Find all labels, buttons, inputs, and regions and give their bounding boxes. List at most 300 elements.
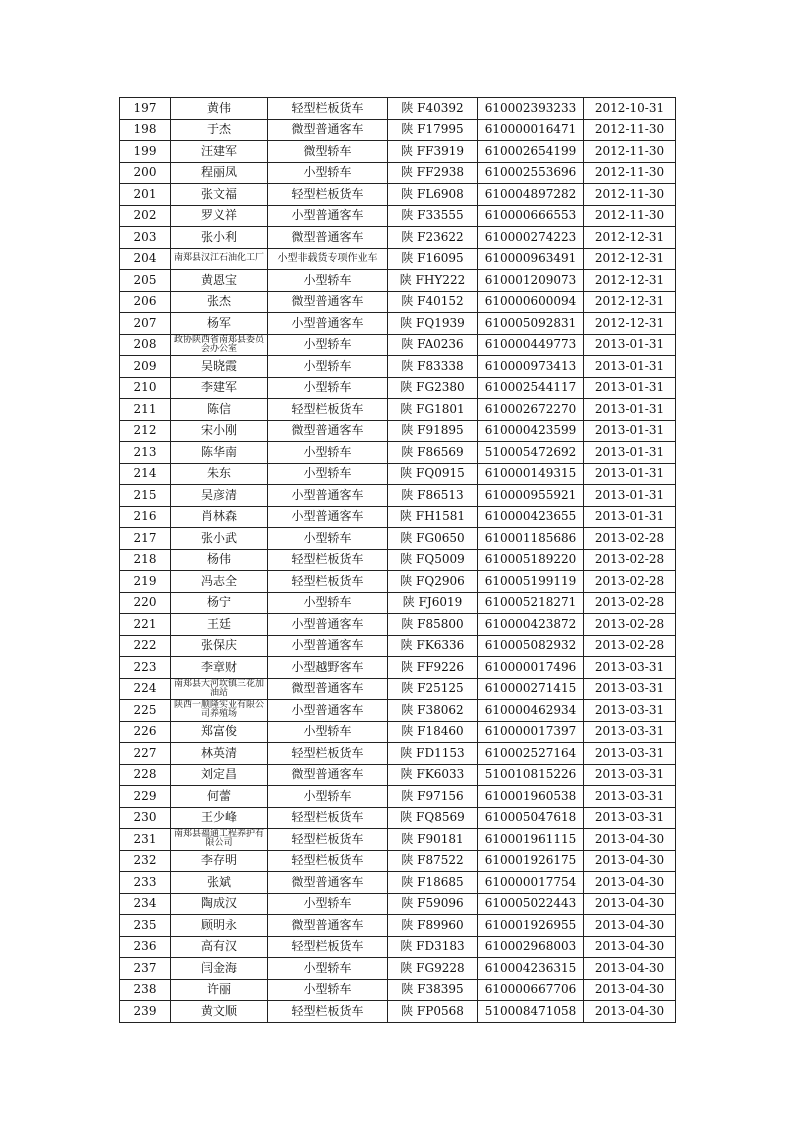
owner-name-cell: 李建军 <box>171 377 268 399</box>
owner-name-cell: 张小利 <box>171 227 268 249</box>
record-id-cell: 610002544117 <box>478 377 584 399</box>
record-id-cell: 610005022443 <box>478 893 584 915</box>
date-cell: 2013-02-28 <box>584 528 676 550</box>
plate-number-cell: 陕 FQ5009 <box>388 549 478 571</box>
table-row <box>120 743 676 765</box>
vehicle-type-cell: 小型轿车 <box>268 979 388 1001</box>
owner-name-cell: 陈华南 <box>171 442 268 464</box>
owner-name-cell: 刘定昌 <box>171 764 268 786</box>
record-id-cell: 610000017496 <box>478 657 584 679</box>
record-id-cell: 610000017397 <box>478 721 584 743</box>
owner-name-cell: 杨宁 <box>171 592 268 614</box>
plate-number-cell: 陕 FQ0915 <box>388 463 478 485</box>
date-cell: 2013-03-31 <box>584 721 676 743</box>
record-id-cell: 610005047618 <box>478 807 584 829</box>
vehicle-type-cell: 小型普通客车 <box>268 506 388 528</box>
vehicle-type-cell: 小型轿车 <box>268 442 388 464</box>
record-id-cell: 610000462934 <box>478 700 584 722</box>
row-number-cell: 224 <box>120 678 171 700</box>
owner-name-cell: 张小武 <box>171 528 268 550</box>
table-row <box>120 850 676 872</box>
owner-name-cell: 黄恩宝 <box>171 270 268 292</box>
owner-name-cell: 朱东 <box>171 463 268 485</box>
plate-number-cell: 陕 FHY222 <box>388 270 478 292</box>
row-number-cell: 216 <box>120 506 171 528</box>
vehicle-type-cell: 小型轿车 <box>268 270 388 292</box>
row-number-cell: 206 <box>120 291 171 313</box>
table-row <box>120 678 676 700</box>
record-id-cell: 610000449773 <box>478 334 584 356</box>
vehicle-type-cell: 小型轿车 <box>268 958 388 980</box>
owner-name-cell: 罗义祥 <box>171 205 268 227</box>
date-cell: 2013-01-31 <box>584 377 676 399</box>
record-id-cell: 610000973413 <box>478 356 584 378</box>
row-number-cell: 219 <box>120 571 171 593</box>
record-id-cell: 610000016471 <box>478 119 584 141</box>
row-number-cell: 229 <box>120 786 171 808</box>
date-cell: 2013-04-30 <box>584 829 676 851</box>
record-id-cell: 610000666553 <box>478 205 584 227</box>
vehicle-type-cell: 小型轿车 <box>268 893 388 915</box>
table-row <box>120 807 676 829</box>
vehicle-type-cell: 小型普通客车 <box>268 635 388 657</box>
date-cell: 2013-03-31 <box>584 657 676 679</box>
table-row <box>120 205 676 227</box>
date-cell: 2013-04-30 <box>584 1001 676 1023</box>
record-id-cell: 610001926175 <box>478 850 584 872</box>
plate-number-cell: 陕 FF3919 <box>388 141 478 163</box>
record-id-cell: 610005082932 <box>478 635 584 657</box>
record-id-cell: 610004897282 <box>478 184 584 206</box>
plate-number-cell: 陕 FG1801 <box>388 399 478 421</box>
table-row <box>120 227 676 249</box>
plate-number-cell: 陕 F33555 <box>388 205 478 227</box>
plate-number-cell: 陕 F38395 <box>388 979 478 1001</box>
date-cell: 2012-12-31 <box>584 313 676 335</box>
plate-number-cell: 陕 F89960 <box>388 915 478 937</box>
date-cell: 2013-02-28 <box>584 635 676 657</box>
table-row <box>120 571 676 593</box>
owner-name-cell: 张文福 <box>171 184 268 206</box>
owner-name-cell: 闫金海 <box>171 958 268 980</box>
vehicle-type-cell: 轻型栏板货车 <box>268 549 388 571</box>
table-row <box>120 764 676 786</box>
row-number-cell: 203 <box>120 227 171 249</box>
table-row <box>120 162 676 184</box>
row-number-cell: 197 <box>120 98 171 120</box>
owner-name-cell: 宋小刚 <box>171 420 268 442</box>
row-number-cell: 218 <box>120 549 171 571</box>
table-row <box>120 313 676 335</box>
row-number-cell: 200 <box>120 162 171 184</box>
plate-number-cell: 陕 F23622 <box>388 227 478 249</box>
vehicle-type-cell: 小型轿车 <box>268 356 388 378</box>
vehicle-type-cell: 小型越野客车 <box>268 657 388 679</box>
owner-name-cell: 肖林森 <box>171 506 268 528</box>
owner-name-cell: 吴晓霞 <box>171 356 268 378</box>
vehicle-type-cell: 微型普通客车 <box>268 915 388 937</box>
date-cell: 2013-01-31 <box>584 485 676 507</box>
vehicle-type-cell: 轻型栏板货车 <box>268 850 388 872</box>
vehicle-type-cell: 小型轿车 <box>268 463 388 485</box>
date-cell: 2013-03-31 <box>584 786 676 808</box>
record-id-cell: 610002654199 <box>478 141 584 163</box>
vehicle-table-body <box>120 98 676 1023</box>
record-id-cell: 610000667706 <box>478 979 584 1001</box>
vehicle-type-cell: 小型普通客车 <box>268 614 388 636</box>
record-id-cell: 610000017754 <box>478 872 584 894</box>
table-row <box>120 958 676 980</box>
owner-name-cell: 陶成汉 <box>171 893 268 915</box>
table-row <box>120 915 676 937</box>
owner-name-cell: 王廷 <box>171 614 268 636</box>
row-number-cell: 207 <box>120 313 171 335</box>
vehicle-type-cell: 轻型栏板货车 <box>268 399 388 421</box>
record-id-cell: 610000423655 <box>478 506 584 528</box>
table-row <box>120 936 676 958</box>
date-cell: 2012-12-31 <box>584 248 676 270</box>
plate-number-cell: 陕 F40152 <box>388 291 478 313</box>
owner-name-cell: 高有汉 <box>171 936 268 958</box>
table-row <box>120 141 676 163</box>
owner-name-cell: 何蕾 <box>171 786 268 808</box>
plate-number-cell: 陕 FG9228 <box>388 958 478 980</box>
owner-name-cell: 郑富俊 <box>171 721 268 743</box>
row-number-cell: 213 <box>120 442 171 464</box>
date-cell: 2012-11-30 <box>584 205 676 227</box>
row-number-cell: 222 <box>120 635 171 657</box>
row-number-cell: 226 <box>120 721 171 743</box>
plate-number-cell: 陕 F17995 <box>388 119 478 141</box>
table-row <box>120 635 676 657</box>
date-cell: 2013-01-31 <box>584 420 676 442</box>
vehicle-type-cell: 小型普通客车 <box>268 700 388 722</box>
date-cell: 2012-11-30 <box>584 184 676 206</box>
owner-name-cell: 李章财 <box>171 657 268 679</box>
row-number-cell: 228 <box>120 764 171 786</box>
plate-number-cell: 陕 F90181 <box>388 829 478 851</box>
vehicle-type-cell: 轻型栏板货车 <box>268 743 388 765</box>
owner-name-cell: 顾明永 <box>171 915 268 937</box>
date-cell: 2013-03-31 <box>584 743 676 765</box>
plate-number-cell: 陕 FL6908 <box>388 184 478 206</box>
vehicle-type-cell: 轻型栏板货车 <box>268 571 388 593</box>
plate-number-cell: 陕 F40392 <box>388 98 478 120</box>
table-row <box>120 979 676 1001</box>
record-id-cell: 610001926955 <box>478 915 584 937</box>
owner-name-cell: 王少峰 <box>171 807 268 829</box>
plate-number-cell: 陕 FD3183 <box>388 936 478 958</box>
plate-number-cell: 陕 FG0650 <box>388 528 478 550</box>
row-number-cell: 199 <box>120 141 171 163</box>
plate-number-cell: 陕 FQ8569 <box>388 807 478 829</box>
row-number-cell: 211 <box>120 399 171 421</box>
row-number-cell: 238 <box>120 979 171 1001</box>
record-id-cell: 610000955921 <box>478 485 584 507</box>
plate-number-cell: 陕 F86513 <box>388 485 478 507</box>
date-cell: 2013-04-30 <box>584 979 676 1001</box>
record-id-cell: 510008471058 <box>478 1001 584 1023</box>
record-id-cell: 610002527164 <box>478 743 584 765</box>
owner-name-cell: 许丽 <box>171 979 268 1001</box>
row-number-cell: 237 <box>120 958 171 980</box>
plate-number-cell: 陕 FK6336 <box>388 635 478 657</box>
row-number-cell: 221 <box>120 614 171 636</box>
vehicle-type-cell: 小型轿车 <box>268 528 388 550</box>
plate-number-cell: 陕 FF2938 <box>388 162 478 184</box>
record-id-cell: 610004236315 <box>478 958 584 980</box>
date-cell: 2013-02-28 <box>584 592 676 614</box>
table-row <box>120 528 676 550</box>
row-number-cell: 209 <box>120 356 171 378</box>
table-row <box>120 399 676 421</box>
date-cell: 2012-12-31 <box>584 270 676 292</box>
record-id-cell: 610005189220 <box>478 549 584 571</box>
owner-name-cell: 杨军 <box>171 313 268 335</box>
row-number-cell: 232 <box>120 850 171 872</box>
vehicle-type-cell: 小型轿车 <box>268 377 388 399</box>
owner-name-cell: 黄文顺 <box>171 1001 268 1023</box>
table-row <box>120 592 676 614</box>
vehicle-type-cell: 小型轿车 <box>268 334 388 356</box>
owner-name-cell: 政协陕西省南郑县委员会办公室 <box>171 334 268 356</box>
record-id-cell: 610000600094 <box>478 291 584 313</box>
vehicle-type-cell: 微型普通客车 <box>268 420 388 442</box>
row-number-cell: 212 <box>120 420 171 442</box>
plate-number-cell: 陕 F97156 <box>388 786 478 808</box>
owner-name-cell: 冯志全 <box>171 571 268 593</box>
owner-name-cell: 南郑县福通工程养护有限公司 <box>171 829 268 851</box>
plate-number-cell: 陕 FK6033 <box>388 764 478 786</box>
row-number-cell: 239 <box>120 1001 171 1023</box>
record-id-cell: 610000274223 <box>478 227 584 249</box>
date-cell: 2012-10-31 <box>584 98 676 120</box>
date-cell: 2013-03-31 <box>584 678 676 700</box>
vehicle-type-cell: 微型普通客车 <box>268 872 388 894</box>
vehicle-type-cell: 微型普通客车 <box>268 119 388 141</box>
row-number-cell: 205 <box>120 270 171 292</box>
table-row <box>120 485 676 507</box>
table-row <box>120 356 676 378</box>
vehicle-type-cell: 小型轿车 <box>268 786 388 808</box>
table-row <box>120 420 676 442</box>
owner-name-cell: 李存明 <box>171 850 268 872</box>
owner-name-cell: 黄伟 <box>171 98 268 120</box>
table-row <box>120 442 676 464</box>
vehicle-type-cell: 轻型栏板货车 <box>268 829 388 851</box>
table-row <box>120 1001 676 1023</box>
vehicle-type-cell: 微型普通客车 <box>268 227 388 249</box>
table-row <box>120 291 676 313</box>
plate-number-cell: 陕 F25125 <box>388 678 478 700</box>
date-cell: 2013-02-28 <box>584 549 676 571</box>
owner-name-cell: 陈信 <box>171 399 268 421</box>
vehicle-table <box>119 97 676 1023</box>
vehicle-type-cell: 微型普通客车 <box>268 678 388 700</box>
table-row <box>120 829 676 851</box>
record-id-cell: 610002968003 <box>478 936 584 958</box>
table-row <box>120 657 676 679</box>
table-row <box>120 872 676 894</box>
plate-number-cell: 陕 F83338 <box>388 356 478 378</box>
row-number-cell: 220 <box>120 592 171 614</box>
date-cell: 2013-04-30 <box>584 915 676 937</box>
row-number-cell: 223 <box>120 657 171 679</box>
vehicle-type-cell: 小型轿车 <box>268 721 388 743</box>
row-number-cell: 208 <box>120 334 171 356</box>
table-row <box>120 334 676 356</box>
table-row <box>120 549 676 571</box>
plate-number-cell: 陕 F16095 <box>388 248 478 270</box>
table-row <box>120 248 676 270</box>
date-cell: 2012-11-30 <box>584 141 676 163</box>
record-id-cell: 610000963491 <box>478 248 584 270</box>
date-cell: 2012-12-31 <box>584 227 676 249</box>
plate-number-cell: 陕 F91895 <box>388 420 478 442</box>
owner-name-cell: 程丽凤 <box>171 162 268 184</box>
owner-name-cell: 张保庆 <box>171 635 268 657</box>
row-number-cell: 204 <box>120 248 171 270</box>
table-row <box>120 119 676 141</box>
date-cell: 2012-11-30 <box>584 162 676 184</box>
vehicle-type-cell: 微型普通客车 <box>268 291 388 313</box>
plate-number-cell: 陕 F18460 <box>388 721 478 743</box>
row-number-cell: 215 <box>120 485 171 507</box>
date-cell: 2013-03-31 <box>584 700 676 722</box>
vehicle-type-cell: 小型普通客车 <box>268 205 388 227</box>
date-cell: 2013-03-31 <box>584 764 676 786</box>
date-cell: 2013-03-31 <box>584 807 676 829</box>
date-cell: 2013-01-31 <box>584 399 676 421</box>
vehicle-type-cell: 轻型栏板货车 <box>268 1001 388 1023</box>
table-row <box>120 721 676 743</box>
plate-number-cell: 陕 FA0236 <box>388 334 478 356</box>
row-number-cell: 233 <box>120 872 171 894</box>
row-number-cell: 230 <box>120 807 171 829</box>
plate-number-cell: 陕 F86569 <box>388 442 478 464</box>
date-cell: 2012-12-31 <box>584 291 676 313</box>
vehicle-type-cell: 小型轿车 <box>268 592 388 614</box>
plate-number-cell: 陕 FD1153 <box>388 743 478 765</box>
vehicle-type-cell: 微型轿车 <box>268 141 388 163</box>
owner-name-cell: 林英清 <box>171 743 268 765</box>
row-number-cell: 217 <box>120 528 171 550</box>
row-number-cell: 235 <box>120 915 171 937</box>
row-number-cell: 225 <box>120 700 171 722</box>
owner-name-cell: 杨伟 <box>171 549 268 571</box>
table-row <box>120 270 676 292</box>
plate-number-cell: 陕 FH1581 <box>388 506 478 528</box>
record-id-cell: 510005472692 <box>478 442 584 464</box>
plate-number-cell: 陕 F85800 <box>388 614 478 636</box>
vehicle-type-cell: 轻型栏板货车 <box>268 184 388 206</box>
vehicle-type-cell: 微型普通客车 <box>268 764 388 786</box>
plate-number-cell: 陕 F18685 <box>388 872 478 894</box>
plate-number-cell: 陕 FF9226 <box>388 657 478 679</box>
vehicle-type-cell: 轻型栏板货车 <box>268 936 388 958</box>
owner-name-cell: 南郑县汉江石油化工厂 <box>171 248 268 270</box>
owner-name-cell: 于杰 <box>171 119 268 141</box>
row-number-cell: 227 <box>120 743 171 765</box>
table-row <box>120 614 676 636</box>
row-number-cell: 198 <box>120 119 171 141</box>
plate-number-cell: 陕 F87522 <box>388 850 478 872</box>
vehicle-type-cell: 小型普通客车 <box>268 485 388 507</box>
record-id-cell: 610005199119 <box>478 571 584 593</box>
table-row <box>120 700 676 722</box>
owner-name-cell: 陕西一顺隆实业有限公司养殖场 <box>171 700 268 722</box>
table-row <box>120 506 676 528</box>
row-number-cell: 201 <box>120 184 171 206</box>
plate-number-cell: 陕 FP0568 <box>388 1001 478 1023</box>
record-id-cell: 610001960538 <box>478 786 584 808</box>
date-cell: 2013-04-30 <box>584 872 676 894</box>
table-row <box>120 98 676 120</box>
date-cell: 2013-04-30 <box>584 936 676 958</box>
plate-number-cell: 陕 FQ1939 <box>388 313 478 335</box>
row-number-cell: 202 <box>120 205 171 227</box>
row-number-cell: 231 <box>120 829 171 851</box>
vehicle-type-cell: 小型轿车 <box>268 162 388 184</box>
row-number-cell: 236 <box>120 936 171 958</box>
table-row <box>120 786 676 808</box>
plate-number-cell: 陕 FQ2906 <box>388 571 478 593</box>
record-id-cell: 610005218271 <box>478 592 584 614</box>
plate-number-cell: 陕 F59096 <box>388 893 478 915</box>
record-id-cell: 610005092831 <box>478 313 584 335</box>
record-id-cell: 610001961115 <box>478 829 584 851</box>
owner-name-cell: 南郑县大河坎镇三花加油站 <box>171 678 268 700</box>
table-row <box>120 893 676 915</box>
date-cell: 2013-04-30 <box>584 850 676 872</box>
record-id-cell: 610002393233 <box>478 98 584 120</box>
record-id-cell: 610000423599 <box>478 420 584 442</box>
vehicle-type-cell: 小型普通客车 <box>268 313 388 335</box>
date-cell: 2013-02-28 <box>584 614 676 636</box>
date-cell: 2013-01-31 <box>584 334 676 356</box>
record-id-cell: 610001185686 <box>478 528 584 550</box>
date-cell: 2012-11-30 <box>584 119 676 141</box>
row-number-cell: 210 <box>120 377 171 399</box>
table-row <box>120 463 676 485</box>
plate-number-cell: 陕 F38062 <box>388 700 478 722</box>
record-id-cell: 610000149315 <box>478 463 584 485</box>
vehicle-type-cell: 轻型栏板货车 <box>268 807 388 829</box>
table-row <box>120 377 676 399</box>
vehicle-type-cell: 小型非载货专项作业车 <box>268 248 388 270</box>
date-cell: 2013-01-31 <box>584 463 676 485</box>
record-id-cell: 610001209073 <box>478 270 584 292</box>
owner-name-cell: 汪建军 <box>171 141 268 163</box>
vehicle-type-cell: 轻型栏板货车 <box>268 98 388 120</box>
owner-name-cell: 吴彦清 <box>171 485 268 507</box>
plate-number-cell: 陕 FJ6019 <box>388 592 478 614</box>
date-cell: 2013-01-31 <box>584 442 676 464</box>
date-cell: 2013-01-31 <box>584 356 676 378</box>
table-row <box>120 184 676 206</box>
date-cell: 2013-04-30 <box>584 893 676 915</box>
record-id-cell: 610002553696 <box>478 162 584 184</box>
date-cell: 2013-02-28 <box>584 571 676 593</box>
owner-name-cell: 张杰 <box>171 291 268 313</box>
record-id-cell: 610002672270 <box>478 399 584 421</box>
row-number-cell: 214 <box>120 463 171 485</box>
owner-name-cell: 张斌 <box>171 872 268 894</box>
plate-number-cell: 陕 FG2380 <box>388 377 478 399</box>
date-cell: 2013-04-30 <box>584 958 676 980</box>
date-cell: 2013-01-31 <box>584 506 676 528</box>
record-id-cell: 510010815226 <box>478 764 584 786</box>
